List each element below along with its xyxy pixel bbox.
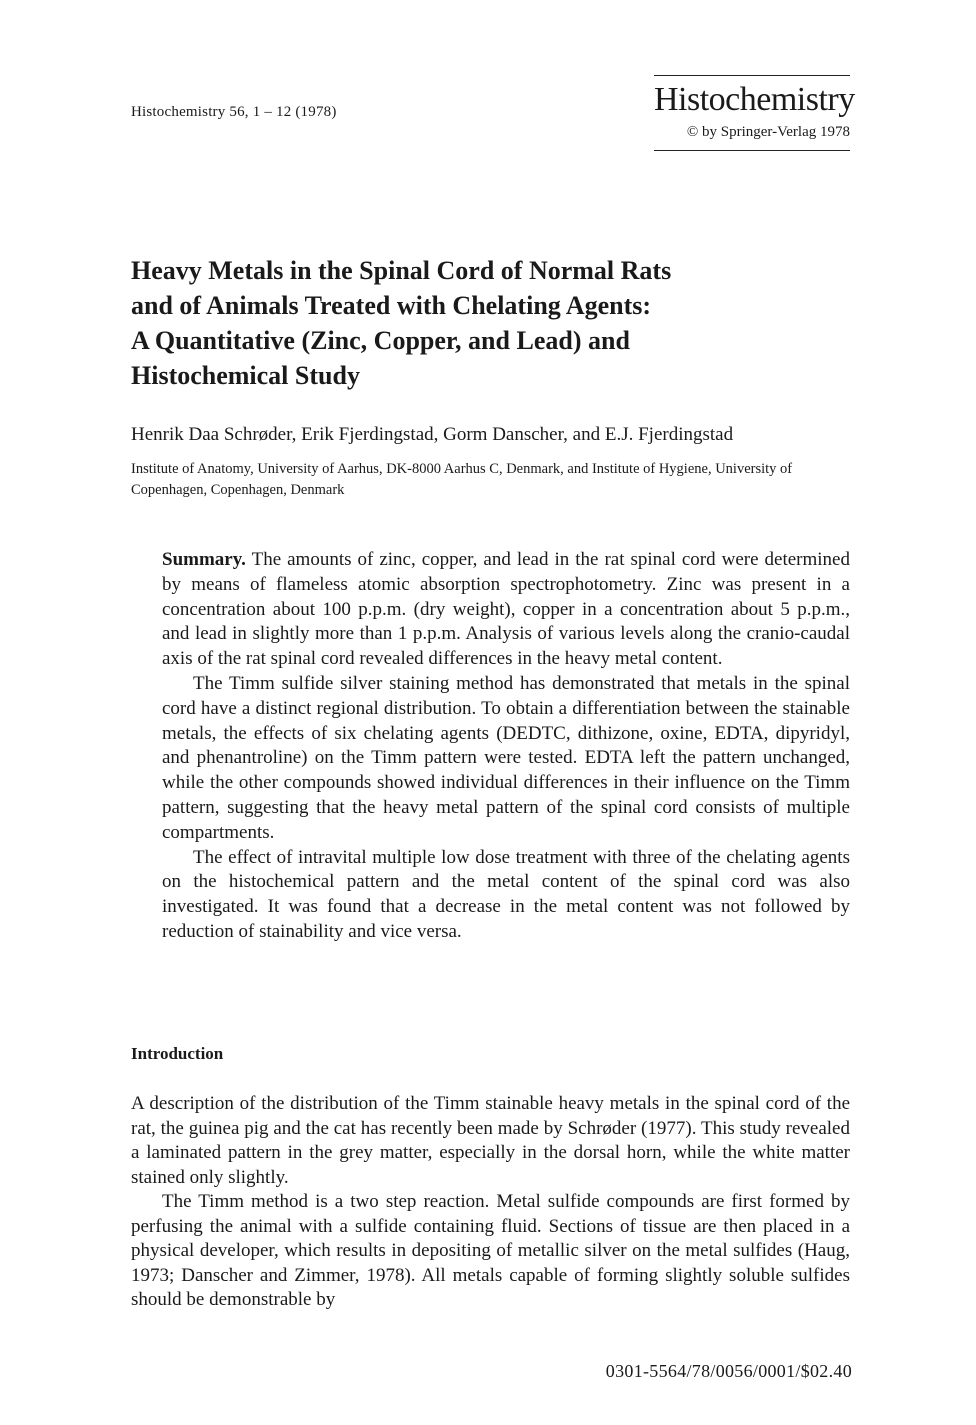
introduction-heading: Introduction xyxy=(131,1044,224,1063)
journal-citation: Histochemistry 56, 1 – 12 (1978) xyxy=(131,104,337,120)
introduction-paragraph: The Timm method is a two step reaction. Metal sulfide compounds are first formed by perfusing the animal with a sulfide containing fluid. Sections of tissue are then placed in a physical developer, which results in depositing of metallic silver on the metal sulfides (Haug, 1973; Danscher and Zimmer, 1978). All metals capable of forming slightly soluble sulfides should be demonstrable by xyxy=(131,1191,850,1310)
copyright-notice: © by Springer-Verlag 1978 xyxy=(686,124,850,140)
introduction-section xyxy=(131,1092,850,1313)
title-line: Histochemical Study xyxy=(131,361,360,390)
summary-paragraph: The effect of intravital multiple low dose treatment with three of the chelating agents on the histochemical pattern and the metal content of the spinal cord was also investigated. It was found that a decrease in the metal content was not followed by reduction of stainability and vice versa. xyxy=(162,846,850,942)
title-line: Heavy Metals in the Spinal Cord of Normal Rats xyxy=(131,256,672,285)
journal-name: Histochemistry xyxy=(654,81,855,118)
author-list: Henrik Daa Schrøder, Erik Fjerdingstad, Gorm Danscher, and E.J. Fjerdingstad xyxy=(131,424,734,445)
author-affiliation: Institute of Anatomy, University of Aarhus, DK-8000 Aarhus C, Denmark, and Institute of Hygiene, University of Copenhagen, Copenhagen, Denmark xyxy=(131,461,793,498)
article-title xyxy=(131,253,851,393)
summary-label: Summary. xyxy=(162,549,246,570)
masthead-top-rule xyxy=(654,75,850,76)
masthead-bottom-rule xyxy=(654,150,850,151)
summary-section xyxy=(162,548,850,945)
article-code: 0301-5564/78/0056/0001/$02.40 xyxy=(605,1361,852,1381)
introduction-paragraph: A description of the distribution of the Timm stainable heavy metals in the spinal cord of the rat, the guinea pig and the cat has recently been made by Schrøder (1977). This study revealed a laminated pattern in the grey matter, especially in the dorsal horn, while the white matter stained only slightly. xyxy=(131,1093,850,1188)
journal-masthead xyxy=(654,75,855,151)
title-line: and of Animals Treated with Chelating Agents: xyxy=(131,291,652,320)
summary-paragraph: The Timm sulfide silver staining method has demonstrated that metals in the spinal cord have a distinct regional distribution. To obtain a differentiation between the stainable metals, the effects of six chelating agents (DEDTC, dithizone, oxine, EDTA, dipyridyl, and phenantroline) on the Timm pattern were tested. EDTA left the pattern unchanged, while the other compounds showed individual differences in their influence on the Timm pattern, suggesting that the heavy metal pattern of the spinal cord consists of multiple compartments. xyxy=(162,672,850,843)
title-line: A Quantitative (Zinc, Copper, and Lead) and xyxy=(131,326,630,355)
summary-paragraph: Summary. The amounts of zinc, copper, and lead in the rat spinal cord were determined by means of flameless atomic absorption spectrophotometry. Zinc was present in a concentration about 100 p.p.m. (dry weight), copper in a concentration about 5 p.p.m., and lead in slightly more than 1 p.p.m. Analysis of various levels along the cranio-caudal axis of the rat spinal cord revealed differences in the heavy metal content. xyxy=(162,549,850,670)
